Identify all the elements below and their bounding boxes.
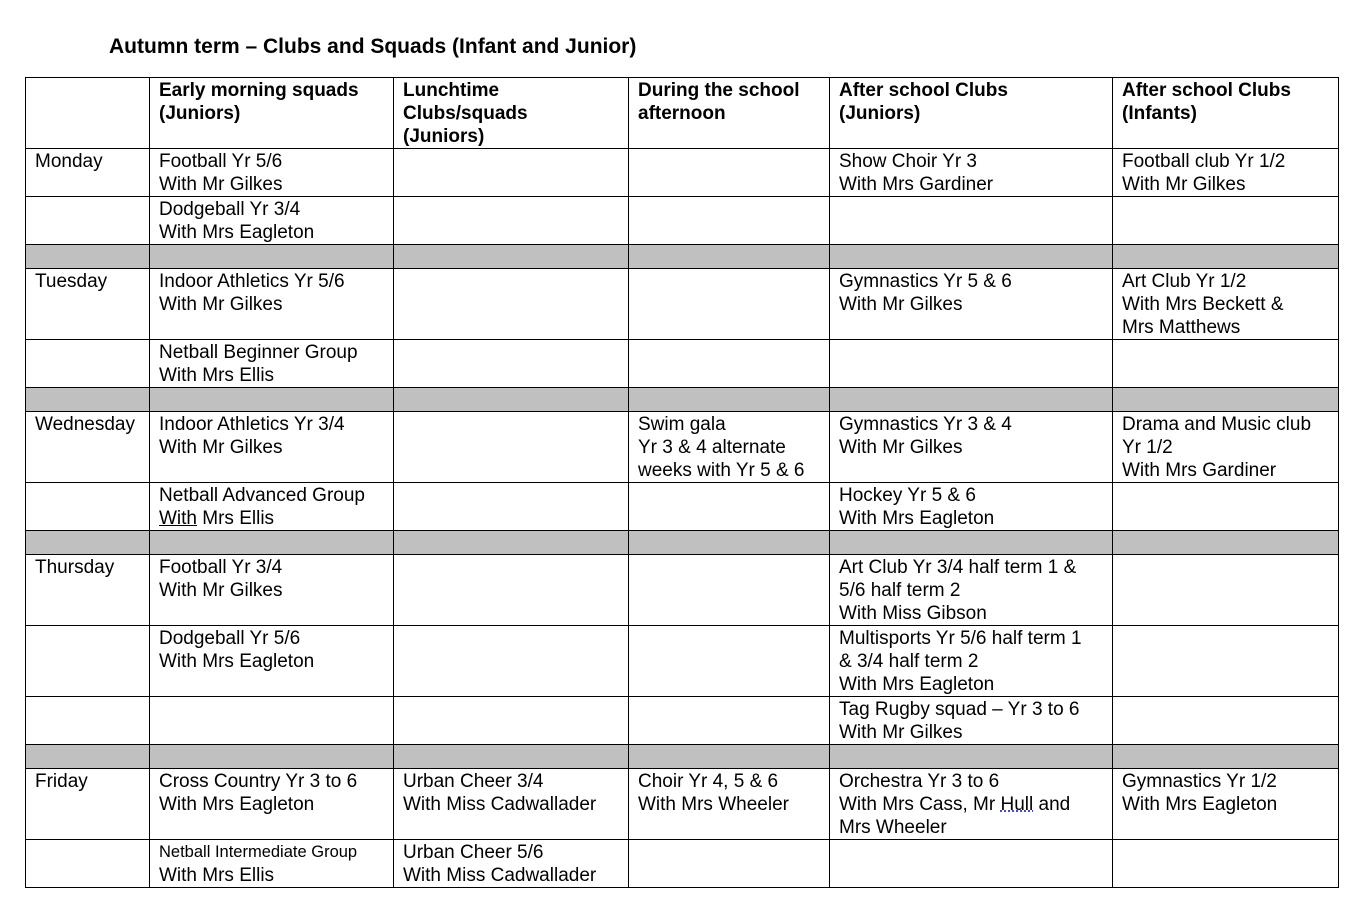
cell: Netball Advanced Group With Mrs Ellis [150,483,394,531]
cell [26,626,150,697]
cell: Football Yr 5/6 With Mr Gilkes [150,149,394,197]
cell: Football club Yr 1/2 With Mr Gilkes [1113,149,1339,197]
table-row [26,697,1339,745]
header-after-school-infants: After school Clubs (Infants) [1113,78,1339,149]
cell [629,697,830,745]
table-row [26,412,1339,483]
table-row [26,149,1339,197]
cell [1113,340,1339,388]
day-label-friday: Friday [26,769,150,840]
cell [394,340,629,388]
cell [1113,483,1339,531]
cell [394,269,629,340]
header-early-morning: Early morning squads (Juniors) [150,78,394,149]
header-corner [26,78,150,149]
cell: Orchestra Yr 3 to 6 With Mrs Cass, Mr Hull and Mrs Wheeler [830,769,1113,840]
cell [26,340,150,388]
cell [26,197,150,245]
cell [394,626,629,697]
cell [1113,197,1339,245]
cell [1113,626,1339,697]
header-lunchtime: Lunchtime Clubs/squads (Juniors) [394,78,629,149]
cell [394,412,629,483]
cell [830,340,1113,388]
cell: Gymnastics Yr 1/2 With Mrs Eagleton [1113,769,1339,840]
cell [830,197,1113,245]
cell [394,149,629,197]
cell [150,697,394,745]
cell: Indoor Athletics Yr 3/4 With Mr Gilkes [150,412,394,483]
cell [394,197,629,245]
cell [394,697,629,745]
table-row [26,269,1339,340]
cell [830,840,1113,888]
cell [629,197,830,245]
cell [26,840,150,888]
cell [629,555,830,626]
day-label-tuesday: Tuesday [26,269,150,340]
table-row [26,555,1339,626]
cell: Gymnastics Yr 5 & 6 With Mr Gilkes [830,269,1113,340]
cell [629,840,830,888]
cell: Cross Country Yr 3 to 6 With Mrs Eagleton [150,769,394,840]
cell: Show Choir Yr 3 With Mrs Gardiner [830,149,1113,197]
cell: Gymnastics Yr 3 & 4 With Mr Gilkes [830,412,1113,483]
cell: Art Club Yr 3/4 half term 1 & 5/6 half term 2 With Miss Gibson [830,555,1113,626]
page-title: Autumn term – Clubs and Squads (Infant and Junior) [109,35,637,58]
cell: Football Yr 3/4 With Mr Gilkes [150,555,394,626]
cell: Netball Beginner Group With Mrs Ellis [150,340,394,388]
table-row [26,340,1339,388]
cell: Choir Yr 4, 5 & 6 With Mrs Wheeler [629,769,830,840]
cell: Urban Cheer 5/6 With Miss Cadwallader [394,840,629,888]
cell: Netball Intermediate Group With Mrs Ellis [150,840,394,888]
cell: Dodgeball Yr 5/6 With Mrs Eagleton [150,626,394,697]
cell: Indoor Athletics Yr 5/6 With Mr Gilkes [150,269,394,340]
table-row [26,197,1339,245]
cell [394,483,629,531]
cell [26,483,150,531]
cell [629,483,830,531]
table-row [26,769,1339,840]
cell [1113,555,1339,626]
separator-row [26,245,1339,269]
cell: Multisports Yr 5/6 half term 1 & 3/4 half term 2 With Mrs Eagleton [830,626,1113,697]
day-label-thursday: Thursday [26,555,150,626]
table-row [26,626,1339,697]
cell [629,626,830,697]
day-label-monday: Monday [26,149,150,197]
cell [629,340,830,388]
separator-row [26,388,1339,412]
cell [629,269,830,340]
cell: Urban Cheer 3/4 With Miss Cadwallader [394,769,629,840]
cell: Tag Rugby squad – Yr 3 to 6 With Mr Gilkes [830,697,1113,745]
clubs-timetable [25,77,1339,888]
separator-row [26,745,1339,769]
table-row [26,483,1339,531]
cell [394,555,629,626]
cell: Drama and Music club Yr 1/2 With Mrs Gardiner [1113,412,1339,483]
header-row [26,78,1339,149]
separator-row [26,531,1339,555]
cell [1113,697,1339,745]
cell [1113,840,1339,888]
cell [26,697,150,745]
day-label-wednesday: Wednesday [26,412,150,483]
header-after-school-juniors: After school Clubs (Juniors) [830,78,1113,149]
cell: Art Club Yr 1/2 With Mrs Beckett & Mrs Matthews [1113,269,1339,340]
cell: Swim gala Yr 3 & 4 alternate weeks with Yr 5 & 6 [629,412,830,483]
table-row [26,840,1339,888]
cell: Hockey Yr 5 & 6 With Mrs Eagleton [830,483,1113,531]
cell [629,149,830,197]
cell: Dodgeball Yr 3/4 With Mrs Eagleton [150,197,394,245]
header-during-afternoon: During the school afternoon [629,78,830,149]
